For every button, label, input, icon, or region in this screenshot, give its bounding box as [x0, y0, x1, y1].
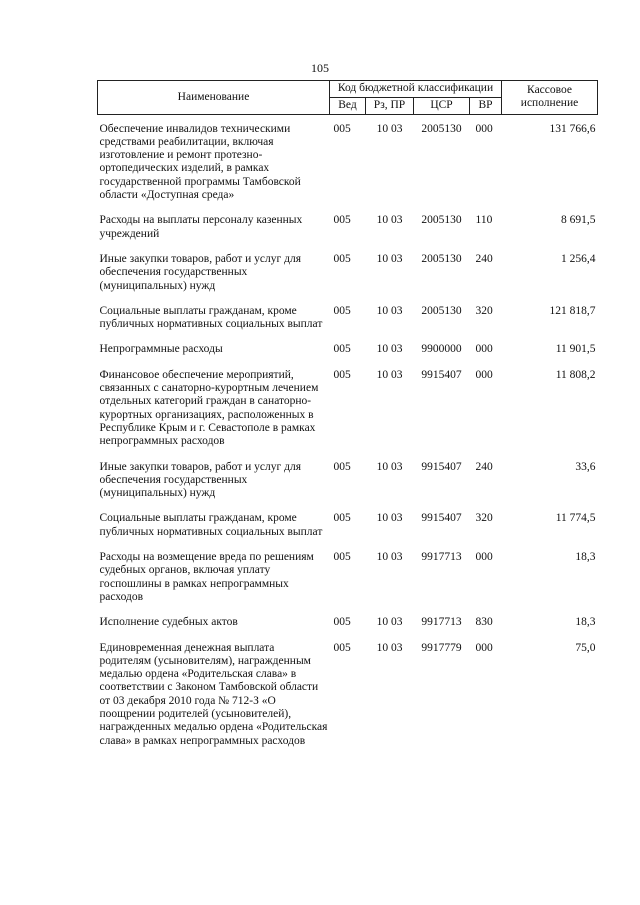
- table-body: [98, 114, 598, 760]
- row-ved: 005: [333, 551, 351, 564]
- row-rz-pr: 10 03: [376, 460, 403, 473]
- row-rz-pr: 10 03: [376, 641, 403, 654]
- row-rz-pr: 10 03: [376, 616, 403, 629]
- header-code-group: Код бюджетной классификации: [330, 81, 502, 98]
- table-row: [98, 512, 598, 551]
- row-csr: 9917779: [421, 641, 462, 654]
- row-csr: 9900000: [421, 343, 462, 356]
- header-csr: ЦСР: [414, 98, 470, 114]
- row-vr: 000: [475, 551, 493, 564]
- page-number: 105: [311, 61, 329, 75]
- table-row: [98, 114, 598, 214]
- row-ved: 005: [333, 214, 351, 227]
- header-execution: Кассовое исполнение: [502, 81, 598, 115]
- row-csr: 9917713: [421, 551, 462, 564]
- row-vr: 320: [475, 512, 493, 525]
- row-csr: 9915407: [421, 368, 462, 381]
- row-rz-pr: 10 03: [376, 368, 403, 381]
- row-vr: 110: [475, 214, 493, 227]
- row-ved: 005: [333, 122, 351, 135]
- table-row: [98, 642, 598, 760]
- row-rz-pr: 10 03: [376, 551, 403, 564]
- table-row: [98, 305, 598, 344]
- row-amount: 8 691,5: [561, 214, 596, 227]
- row-vr: 000: [475, 122, 493, 135]
- row-name: Исполнение судебных актов: [99, 616, 238, 629]
- row-vr: 320: [475, 304, 493, 317]
- row-name: Социальные выплаты гражданам, кроме публичных нормативных социальных выплат: [99, 512, 323, 538]
- row-ved: 005: [333, 343, 351, 356]
- row-amount: 75,0: [575, 641, 596, 654]
- row-ved: 005: [333, 460, 351, 473]
- row-name: Финансовое обеспечение мероприятий, связанных с санаторно-курортным лечением отдельных категорий граждан в санаторно-курортных организациях, расположенных в Республике Крым и г. Севастополе в рамках непрограммных расходов: [99, 368, 319, 448]
- row-amount: 131 766,6: [549, 122, 596, 135]
- table-row: [98, 343, 598, 368]
- row-name: Социальные выплаты гражданам, кроме публичных нормативных социальных выплат: [99, 304, 323, 331]
- header-name: Наименование: [98, 81, 330, 115]
- row-ved: 005: [333, 252, 351, 265]
- row-amount: 11 901,5: [555, 343, 596, 356]
- row-name: Расходы на выплаты персоналу казенных учреждений: [99, 214, 303, 240]
- row-amount: 121 818,7: [549, 304, 596, 317]
- row-name: Единовременная денежная выплата родителям (усыновителям), награжденным медалью ордена «Родительская слава» в соответствии с Законом Тамбовской области от 03 декабря 2010 года № 712-З «О поощрении родителей (усыновителей), награжденных медалью ордена «Родительская слава» в рамках непрограммных расходов: [99, 641, 328, 747]
- row-name: Иные закупки товаров, работ и услуг для обеспечения государственных (муниципальных) нужд: [99, 252, 301, 292]
- table-row: [98, 214, 598, 253]
- table-header: [98, 81, 598, 115]
- header-vr: ВР: [470, 98, 502, 114]
- row-rz-pr: 10 03: [376, 252, 403, 265]
- row-ved: 005: [333, 641, 351, 654]
- row-csr: 2005130: [421, 122, 462, 135]
- row-csr: 2005130: [421, 214, 462, 227]
- row-csr: 2005130: [421, 304, 462, 317]
- row-amount: 33,6: [575, 460, 596, 473]
- row-ved: 005: [333, 304, 351, 317]
- table-row: [98, 253, 598, 305]
- row-name: Непрограммные расходы: [99, 343, 223, 356]
- row-name: Иные закупки товаров, работ и услуг для обеспечения государственных (муниципальных) нужд: [99, 460, 301, 500]
- row-name: Обеспечение инвалидов техническими средствами реабилитации, включая изготовление и ремонт протезно-ортопедических изделий, в рамках государственной программы Тамбовской области «Доступная среда»: [99, 122, 301, 202]
- row-amount: 18,3: [575, 551, 596, 564]
- row-ved: 005: [333, 368, 351, 381]
- row-amount: 1 256,4: [561, 252, 596, 265]
- row-vr: 000: [475, 368, 493, 381]
- row-csr: 2005130: [421, 252, 462, 265]
- row-amount: 11 774,5: [555, 512, 596, 525]
- row-csr: 9915407: [421, 512, 462, 525]
- table-row: [98, 616, 598, 641]
- table-row: [98, 461, 598, 513]
- row-rz-pr: 10 03: [376, 214, 403, 227]
- row-vr: 000: [475, 343, 493, 356]
- row-vr: 240: [475, 252, 493, 265]
- row-amount: 18,3: [575, 616, 596, 629]
- budget-execution-table: [97, 80, 598, 760]
- table-row: [98, 551, 598, 616]
- row-name: Расходы на возмещение вреда по решениям судебных органов, включая уплату госпошлины в рамках непрограммных расходов: [99, 551, 314, 603]
- row-vr: 000: [475, 641, 493, 654]
- row-vr: 830: [475, 616, 493, 629]
- row-rz-pr: 10 03: [376, 304, 403, 317]
- row-ved: 005: [333, 616, 351, 629]
- table-row: [98, 369, 598, 461]
- row-vr: 240: [475, 460, 493, 473]
- row-rz-pr: 10 03: [376, 122, 403, 135]
- row-csr: 9917713: [421, 616, 462, 629]
- row-csr: 9915407: [421, 460, 462, 473]
- row-rz-pr: 10 03: [376, 343, 403, 356]
- row-ved: 005: [333, 512, 351, 525]
- header-ved: Вед: [330, 98, 366, 114]
- header-rz-pr: Рз, ПР: [366, 98, 414, 114]
- row-amount: 11 808,2: [555, 368, 596, 381]
- row-rz-pr: 10 03: [376, 512, 403, 525]
